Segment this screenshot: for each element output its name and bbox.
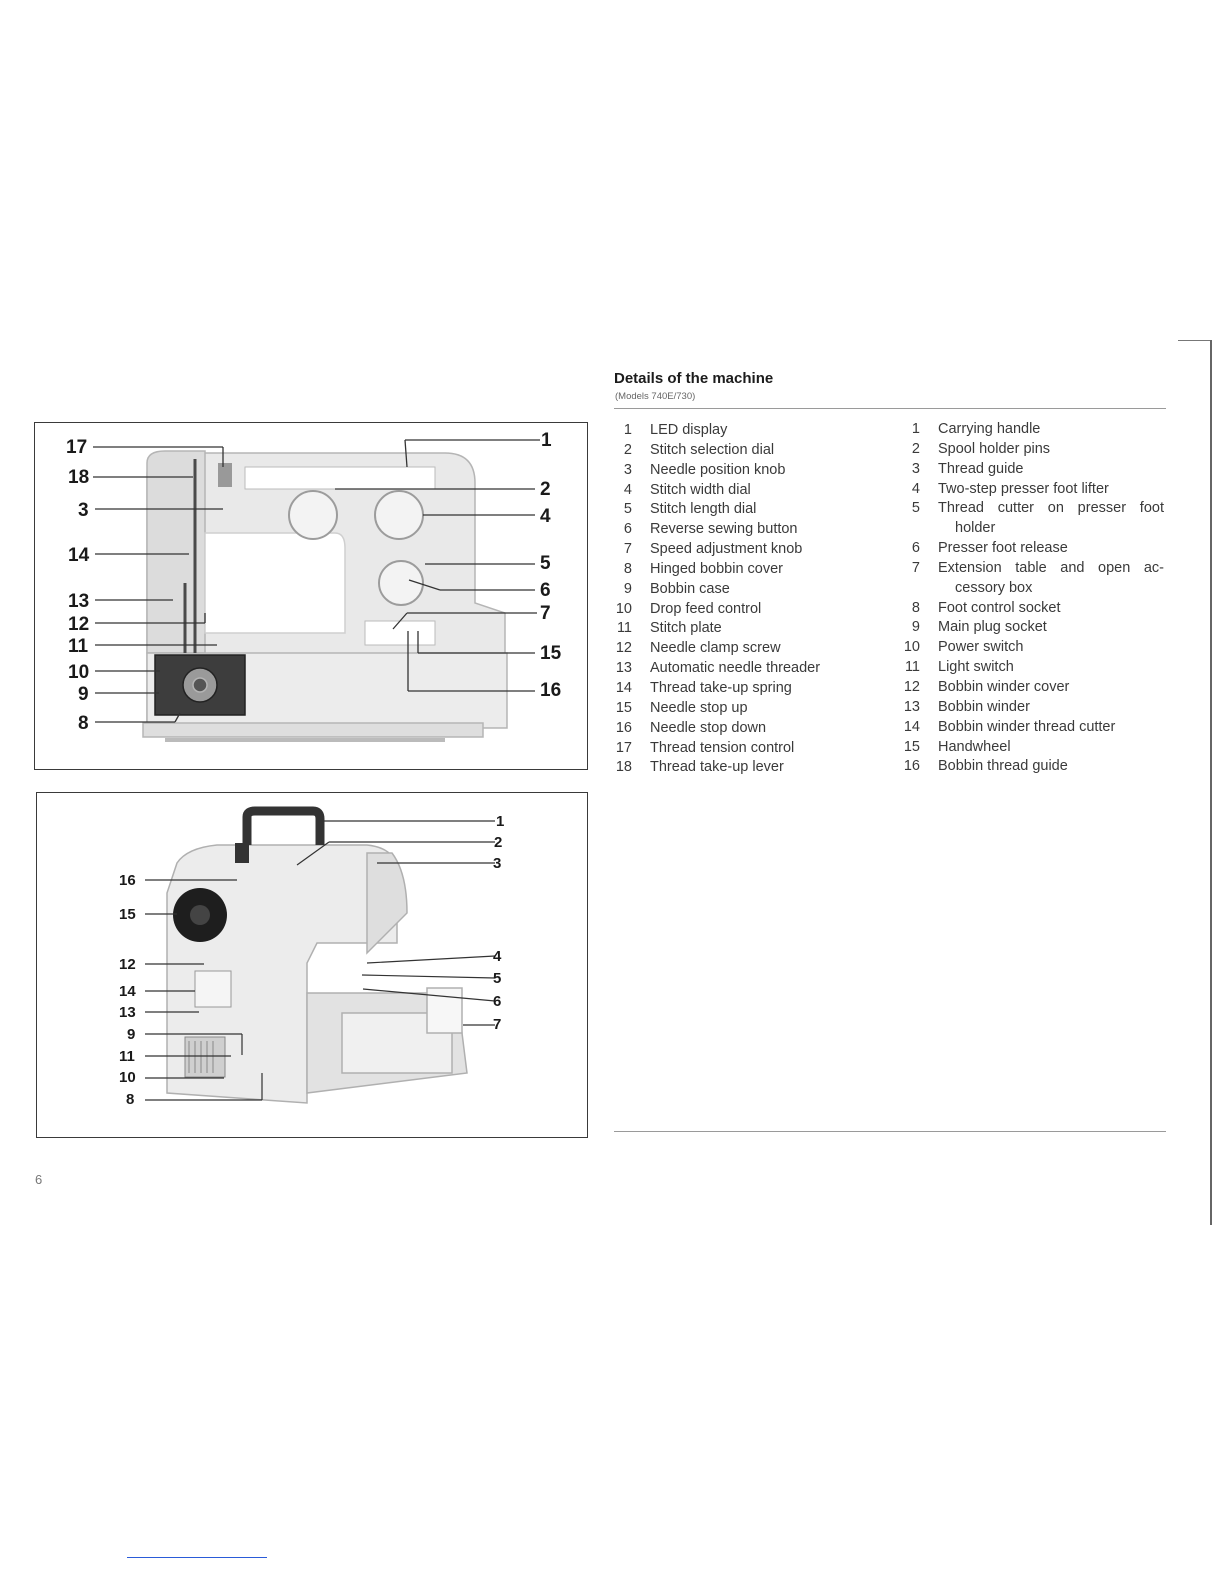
list-item xyxy=(900,739,1172,759)
section-title: Details of the machine xyxy=(614,370,774,387)
bottom-rule xyxy=(614,1131,1166,1132)
front-callout-3: 3 xyxy=(78,500,89,521)
front-view-parts-list xyxy=(612,422,892,779)
item-label: Stitch plate xyxy=(650,620,722,637)
item-label: Foot control socket xyxy=(938,599,1061,616)
item-label-continuation: cessory box xyxy=(955,579,1033,596)
list-item xyxy=(900,481,1172,501)
item-number: 10 xyxy=(615,600,632,617)
item-number: 6 xyxy=(911,540,920,557)
list-item xyxy=(612,759,892,779)
page-number: 6 xyxy=(35,1172,43,1187)
list-item xyxy=(900,659,1172,679)
item-label: Bobbin winder xyxy=(938,698,1030,715)
item-label: Extension table and open ac- xyxy=(938,559,1164,576)
back-callout-10: 10 xyxy=(119,1069,136,1086)
item-label: Needle position knob xyxy=(650,461,786,478)
item-label: Presser foot release xyxy=(938,540,1068,557)
list-item-continuation xyxy=(900,580,1172,600)
list-item xyxy=(612,521,892,541)
back-callout-5: 5 xyxy=(493,970,502,987)
item-label: LED display xyxy=(650,422,728,438)
back-view-figure xyxy=(36,792,588,1138)
item-number: 13 xyxy=(615,660,632,677)
list-item xyxy=(612,660,892,680)
item-label: Main plug socket xyxy=(938,619,1047,636)
item-label: Thread tension control xyxy=(650,739,795,756)
list-item xyxy=(900,600,1172,620)
item-label: Bobbin winder thread cutter xyxy=(938,718,1116,735)
page-edge-mark xyxy=(1178,340,1210,341)
front-callout-2: 2 xyxy=(540,479,551,500)
front-callout-15: 15 xyxy=(540,643,562,664)
front-callout-13: 13 xyxy=(68,591,90,612)
item-number: 2 xyxy=(911,440,920,457)
item-number: 13 xyxy=(903,698,920,715)
list-item xyxy=(612,482,892,502)
section-subtitle: (Models 740E/730) xyxy=(615,391,696,402)
front-view-figure xyxy=(34,422,588,770)
back-callout-6: 6 xyxy=(493,993,502,1010)
item-label: Spool holder pins xyxy=(938,440,1051,457)
front-callout-18: 18 xyxy=(68,467,90,488)
item-number: 11 xyxy=(616,620,632,637)
item-label: Bobbin winder cover xyxy=(938,678,1070,695)
item-number: 16 xyxy=(903,758,920,775)
item-label: Handwheel xyxy=(938,738,1011,755)
back-callout-13: 13 xyxy=(119,1004,136,1021)
list-item xyxy=(612,581,892,601)
item-label: Stitch width dial xyxy=(650,481,751,498)
front-callout-4: 4 xyxy=(540,506,551,527)
back-callout-2: 2 xyxy=(494,834,503,851)
item-label: Power switch xyxy=(938,639,1024,656)
front-callout-11: 11 xyxy=(68,636,89,657)
item-label: Thread cutter on presser foot xyxy=(938,500,1164,517)
back-callout-3: 3 xyxy=(493,855,502,872)
front-callout-1: 1 xyxy=(541,430,552,451)
item-number: 15 xyxy=(903,738,920,755)
item-number: 14 xyxy=(903,718,920,735)
item-number: 7 xyxy=(623,541,632,558)
list-item xyxy=(900,639,1172,659)
list-item xyxy=(900,461,1172,481)
list-item xyxy=(612,561,892,581)
front-callout-16: 16 xyxy=(540,680,562,701)
back-callout-12: 12 xyxy=(119,956,136,973)
item-number: 12 xyxy=(615,640,632,657)
item-number: 9 xyxy=(623,580,632,597)
list-item xyxy=(612,740,892,760)
item-label: Light switch xyxy=(938,659,1014,676)
item-number: 3 xyxy=(911,460,920,477)
back-callout-8: 8 xyxy=(126,1091,135,1108)
item-number: 8 xyxy=(911,599,920,616)
front-callout-10: 10 xyxy=(68,662,90,683)
item-number: 18 xyxy=(615,759,632,776)
back-callout-4: 4 xyxy=(493,948,502,965)
item-label: Bobbin case xyxy=(650,580,730,597)
item-number: 1 xyxy=(623,422,632,438)
item-label: Thread take-up spring xyxy=(650,679,792,696)
item-number: 4 xyxy=(623,481,632,498)
front-callout-14: 14 xyxy=(68,545,90,566)
back-callout-7: 7 xyxy=(493,1016,502,1033)
list-item xyxy=(900,540,1172,560)
front-view-illustration xyxy=(35,423,587,769)
front-callout-12: 12 xyxy=(68,614,90,635)
item-label: Needle stop up xyxy=(650,699,748,716)
item-label-continuation: holder xyxy=(955,520,996,537)
item-number: 10 xyxy=(903,639,920,656)
list-item xyxy=(900,758,1172,778)
list-item xyxy=(900,619,1172,639)
item-number: 5 xyxy=(911,500,920,517)
list-item xyxy=(612,620,892,640)
item-number: 1 xyxy=(911,421,920,437)
list-item xyxy=(900,500,1172,520)
item-label: Needle stop down xyxy=(650,719,767,736)
item-number: 14 xyxy=(615,679,632,696)
item-label: Reverse sewing button xyxy=(650,521,798,538)
list-item xyxy=(900,441,1172,461)
back-callout-11: 11 xyxy=(119,1048,135,1065)
front-callout-6: 6 xyxy=(540,580,551,601)
page-edge-line xyxy=(1210,340,1212,1225)
item-label: Carrying handle xyxy=(938,421,1041,437)
back-callout-14: 14 xyxy=(119,983,136,1000)
item-number: 16 xyxy=(615,719,632,736)
front-callout-8: 8 xyxy=(78,713,89,734)
back-callout-1: 1 xyxy=(496,813,505,830)
item-label: Needle clamp screw xyxy=(650,640,781,657)
list-item xyxy=(612,501,892,521)
list-item xyxy=(612,442,892,462)
item-number: 11 xyxy=(904,659,920,676)
back-callout-15: 15 xyxy=(119,906,136,923)
list-item xyxy=(900,719,1172,739)
item-label: Speed adjustment knob xyxy=(650,541,803,558)
item-number: 3 xyxy=(623,461,632,478)
item-number: 9 xyxy=(911,619,920,636)
item-number: 7 xyxy=(911,559,920,576)
item-label: Automatic needle threader xyxy=(650,660,821,677)
list-item xyxy=(900,679,1172,699)
item-label: Bobbin thread guide xyxy=(938,758,1068,775)
list-item xyxy=(900,699,1172,719)
list-item xyxy=(900,560,1172,580)
list-item xyxy=(612,462,892,482)
item-label: Thread take-up lever xyxy=(650,759,784,776)
item-number: 2 xyxy=(623,441,632,458)
list-item xyxy=(612,601,892,621)
item-number: 4 xyxy=(911,480,920,497)
footer-underline xyxy=(127,1557,267,1558)
list-item xyxy=(612,541,892,561)
front-callout-17: 17 xyxy=(66,437,88,458)
list-item xyxy=(612,720,892,740)
front-callout-5: 5 xyxy=(540,553,551,574)
item-label: Thread guide xyxy=(938,460,1024,477)
back-view-parts-list xyxy=(900,421,1172,778)
back-callout-16: 16 xyxy=(119,872,136,889)
back-callout-9: 9 xyxy=(127,1026,136,1043)
list-item xyxy=(612,422,892,442)
item-number: 15 xyxy=(615,699,632,716)
front-callout-7: 7 xyxy=(540,603,551,624)
list-item xyxy=(612,700,892,720)
item-label: Two-step presser foot lifter xyxy=(938,480,1109,497)
item-number: 12 xyxy=(903,678,920,695)
item-number: 8 xyxy=(623,560,632,577)
list-item xyxy=(612,680,892,700)
list-item xyxy=(900,421,1172,441)
item-label: Hinged bobbin cover xyxy=(650,560,784,577)
list-item-continuation xyxy=(900,520,1172,540)
item-number: 6 xyxy=(623,521,632,538)
item-number: 17 xyxy=(615,739,632,756)
heading-rule xyxy=(614,408,1166,409)
front-callout-9: 9 xyxy=(78,684,89,705)
list-item xyxy=(612,640,892,660)
item-label: Drop feed control xyxy=(650,600,762,617)
item-label: Stitch length dial xyxy=(650,501,757,518)
item-label: Stitch selection dial xyxy=(650,441,775,458)
item-number: 5 xyxy=(623,501,632,518)
